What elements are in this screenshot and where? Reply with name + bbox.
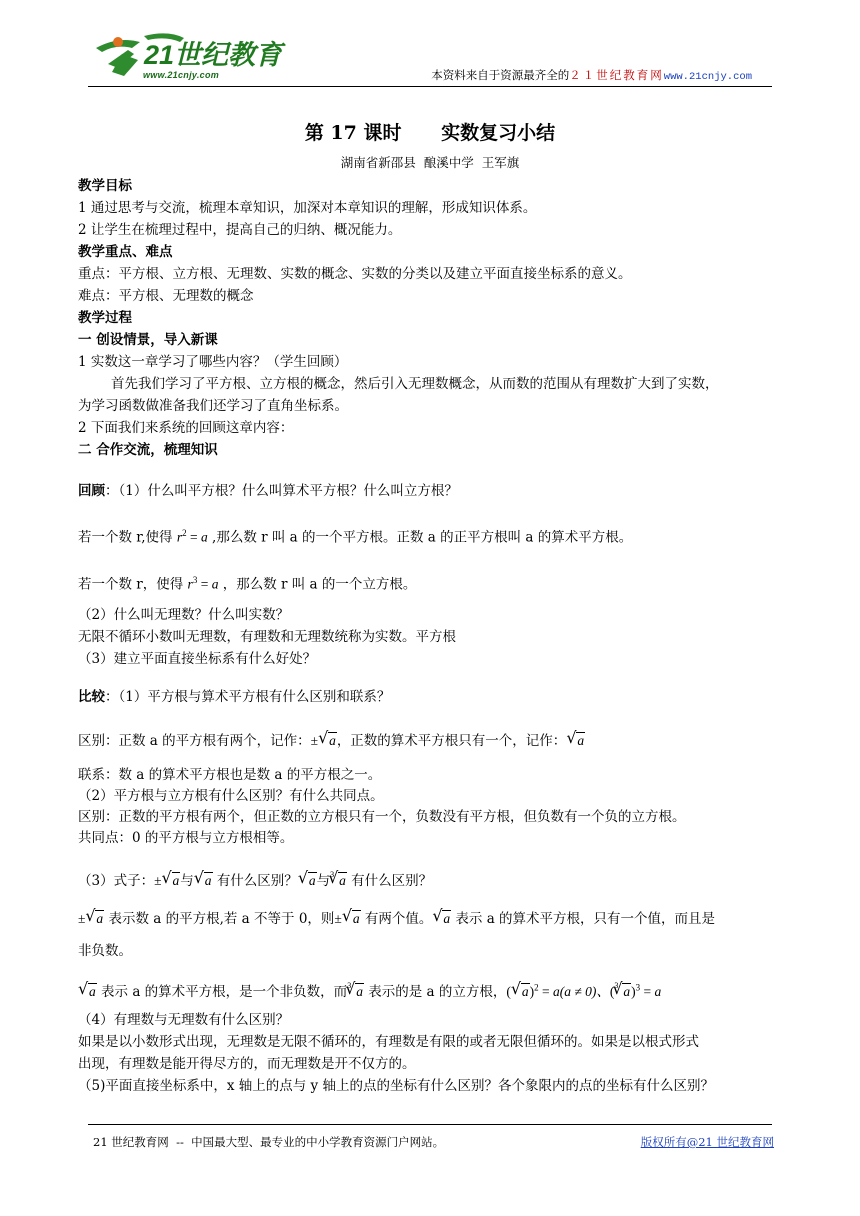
source-url-link[interactable]: www.21cnjy.com: [663, 71, 752, 83]
section1-question: 1 实数这一章学习了哪些内容？（学生回顾）: [78, 354, 348, 370]
key-point-text: 重点：平方根、立方根、无理数、实数的概念、实数的分类以及建立平面直接坐标系的意义。: [78, 266, 632, 282]
compare-question-4: （4）有理数与无理数有什么区别？: [78, 1012, 290, 1028]
author-line: 湖南省新邵县 酿溪中学 王军旗: [340, 155, 520, 170]
review-answer-2: 无限不循环小数叫无理数，有理数和无理数统称为实数。平方根: [78, 629, 456, 645]
explanation-2: √ a 表示 a 的算术平方根，是一个非负数，而$^3$√ a 表示的是 a 的立方根，(√ a)$^2$ = a(a ≠ 0)、($^3$√ a)$^3$ = a: [78, 975, 785, 1003]
review-question-2: （2）什么叫无理数？什么叫实数？: [78, 607, 290, 623]
sqrt-a: √ a: [319, 730, 337, 752]
svg-text:21世纪教育: 21世纪教育: [144, 40, 283, 70]
logo-url: www.21cnjy.com: [143, 70, 220, 80]
compare-question-2: （2）平方根与立方根有什么区别？有什么共同点。: [78, 788, 384, 804]
difficult-point-text: 难点：平方根、无理数的概念: [78, 288, 254, 304]
goals-heading: 教学目标: [78, 178, 132, 194]
compare-common: 共同点：0 的平方根与立方根相等。: [78, 830, 294, 846]
compare-answer-4: 如果是以小数形式出现，无理数是无限不循环的，有理数是有限的或者无限但循环的。如果是以根式形式: [78, 1034, 699, 1050]
section1-heading: 一 创设情景，导入新课: [78, 332, 218, 348]
compare-question-3: （3）式子：±√ a与√ a 有什么区别？√ a与$^3$√ a 有什么区别？: [78, 864, 785, 892]
cube-root-definition: 若一个数 r，使得 $r^3 = a$ ，那么数 r 叫 a 的一个立方根。: [78, 575, 417, 593]
square-root-definition: 若一个数 r,使得 $r^2 = a$ ,那么数 r 叫 a 的一个平方根。正数 a 的正平方根叫 a 的算术平方根。: [78, 528, 633, 546]
key-points-heading: 教学重点、难点: [78, 244, 173, 260]
compare-answer-4-cont: 出现，有理数是能开得尽方的，而无理数是开不仅方的。: [78, 1056, 416, 1072]
compare-difference-2: 区别：正数的平方根有两个，但正数的立方根只有一个，负数没有平方根，但负数有一个负的立方根。: [78, 809, 686, 825]
sqrt-a: √ a: [567, 730, 585, 752]
footer-divider: [88, 1124, 772, 1125]
section2-heading: 二 合作交流，梳理知识: [78, 442, 218, 458]
source-note: 本资料来自于资源最齐全的２１世纪教育网www.21cnjy.com: [431, 68, 752, 83]
site-logo: [88, 28, 288, 90]
explanation-1: ±√ a 表示数 a 的平方根,若 a 不等于 0，则±√ a 有两个值。√ a 表示 a 的算术平方根，只有一个值，而且是: [78, 908, 785, 930]
logo-graphic: [88, 28, 288, 90]
footer-tagline: 21 世纪教育网 -- 中国最大型、最专业的中小学教育资源门户网站。: [93, 1135, 445, 1149]
footer-copyright-link[interactable]: 版权所有@21 世纪教育网: [640, 1135, 774, 1149]
review-question-3: （3）建立平面直接坐标系有什么好处？: [78, 651, 317, 667]
compare-question-5: （5)平面直接坐标系中，x 轴上的点与 y 轴上的点的坐标有什么区别？各个象限内的点的坐标有什么区别？: [78, 1078, 714, 1094]
compare-difference: 区别：正数 a 的平方根有两个，记作：±√ a，正数的算术平方根只有一个，记作：√ a: [78, 730, 785, 752]
section1-paragraph-cont: 为学习函数做准备我们还学习了直角坐标系。: [78, 398, 348, 414]
compare-question-1: 比较：（1）平方根与算术平方根有什么区别和联系？: [78, 689, 391, 705]
page-title: 第 17 课时 实数复习小结: [304, 122, 556, 144]
process-heading: 教学过程: [78, 310, 132, 326]
compare-link: 联系：数 a 的算术平方根也是数 a 的平方根之一。: [78, 767, 382, 783]
header-divider: [88, 86, 772, 87]
source-site: ２１世纪教育网: [569, 68, 664, 82]
review-question-1: 回顾：（1）什么叫平方根？什么叫算术平方根？什么叫立方根？: [78, 483, 458, 499]
goal-item: 1 通过思考与交流，梳理本章知识，加深对本章知识的理解，形成知识体系。: [78, 200, 537, 216]
section1-paragraph: 首先我们学习了平方根、立方根的概念，然后引入无理数概念，从而数的范围从有理数扩大到了实数，: [111, 376, 719, 392]
explanation-1-cont: 非负数。: [78, 943, 132, 959]
goal-item: 2 让学生在梳理过程中，提高自己的归纳、概况能力。: [78, 222, 402, 238]
section1-question: 2 下面我们来系统的回顾这章内容：: [78, 420, 294, 436]
